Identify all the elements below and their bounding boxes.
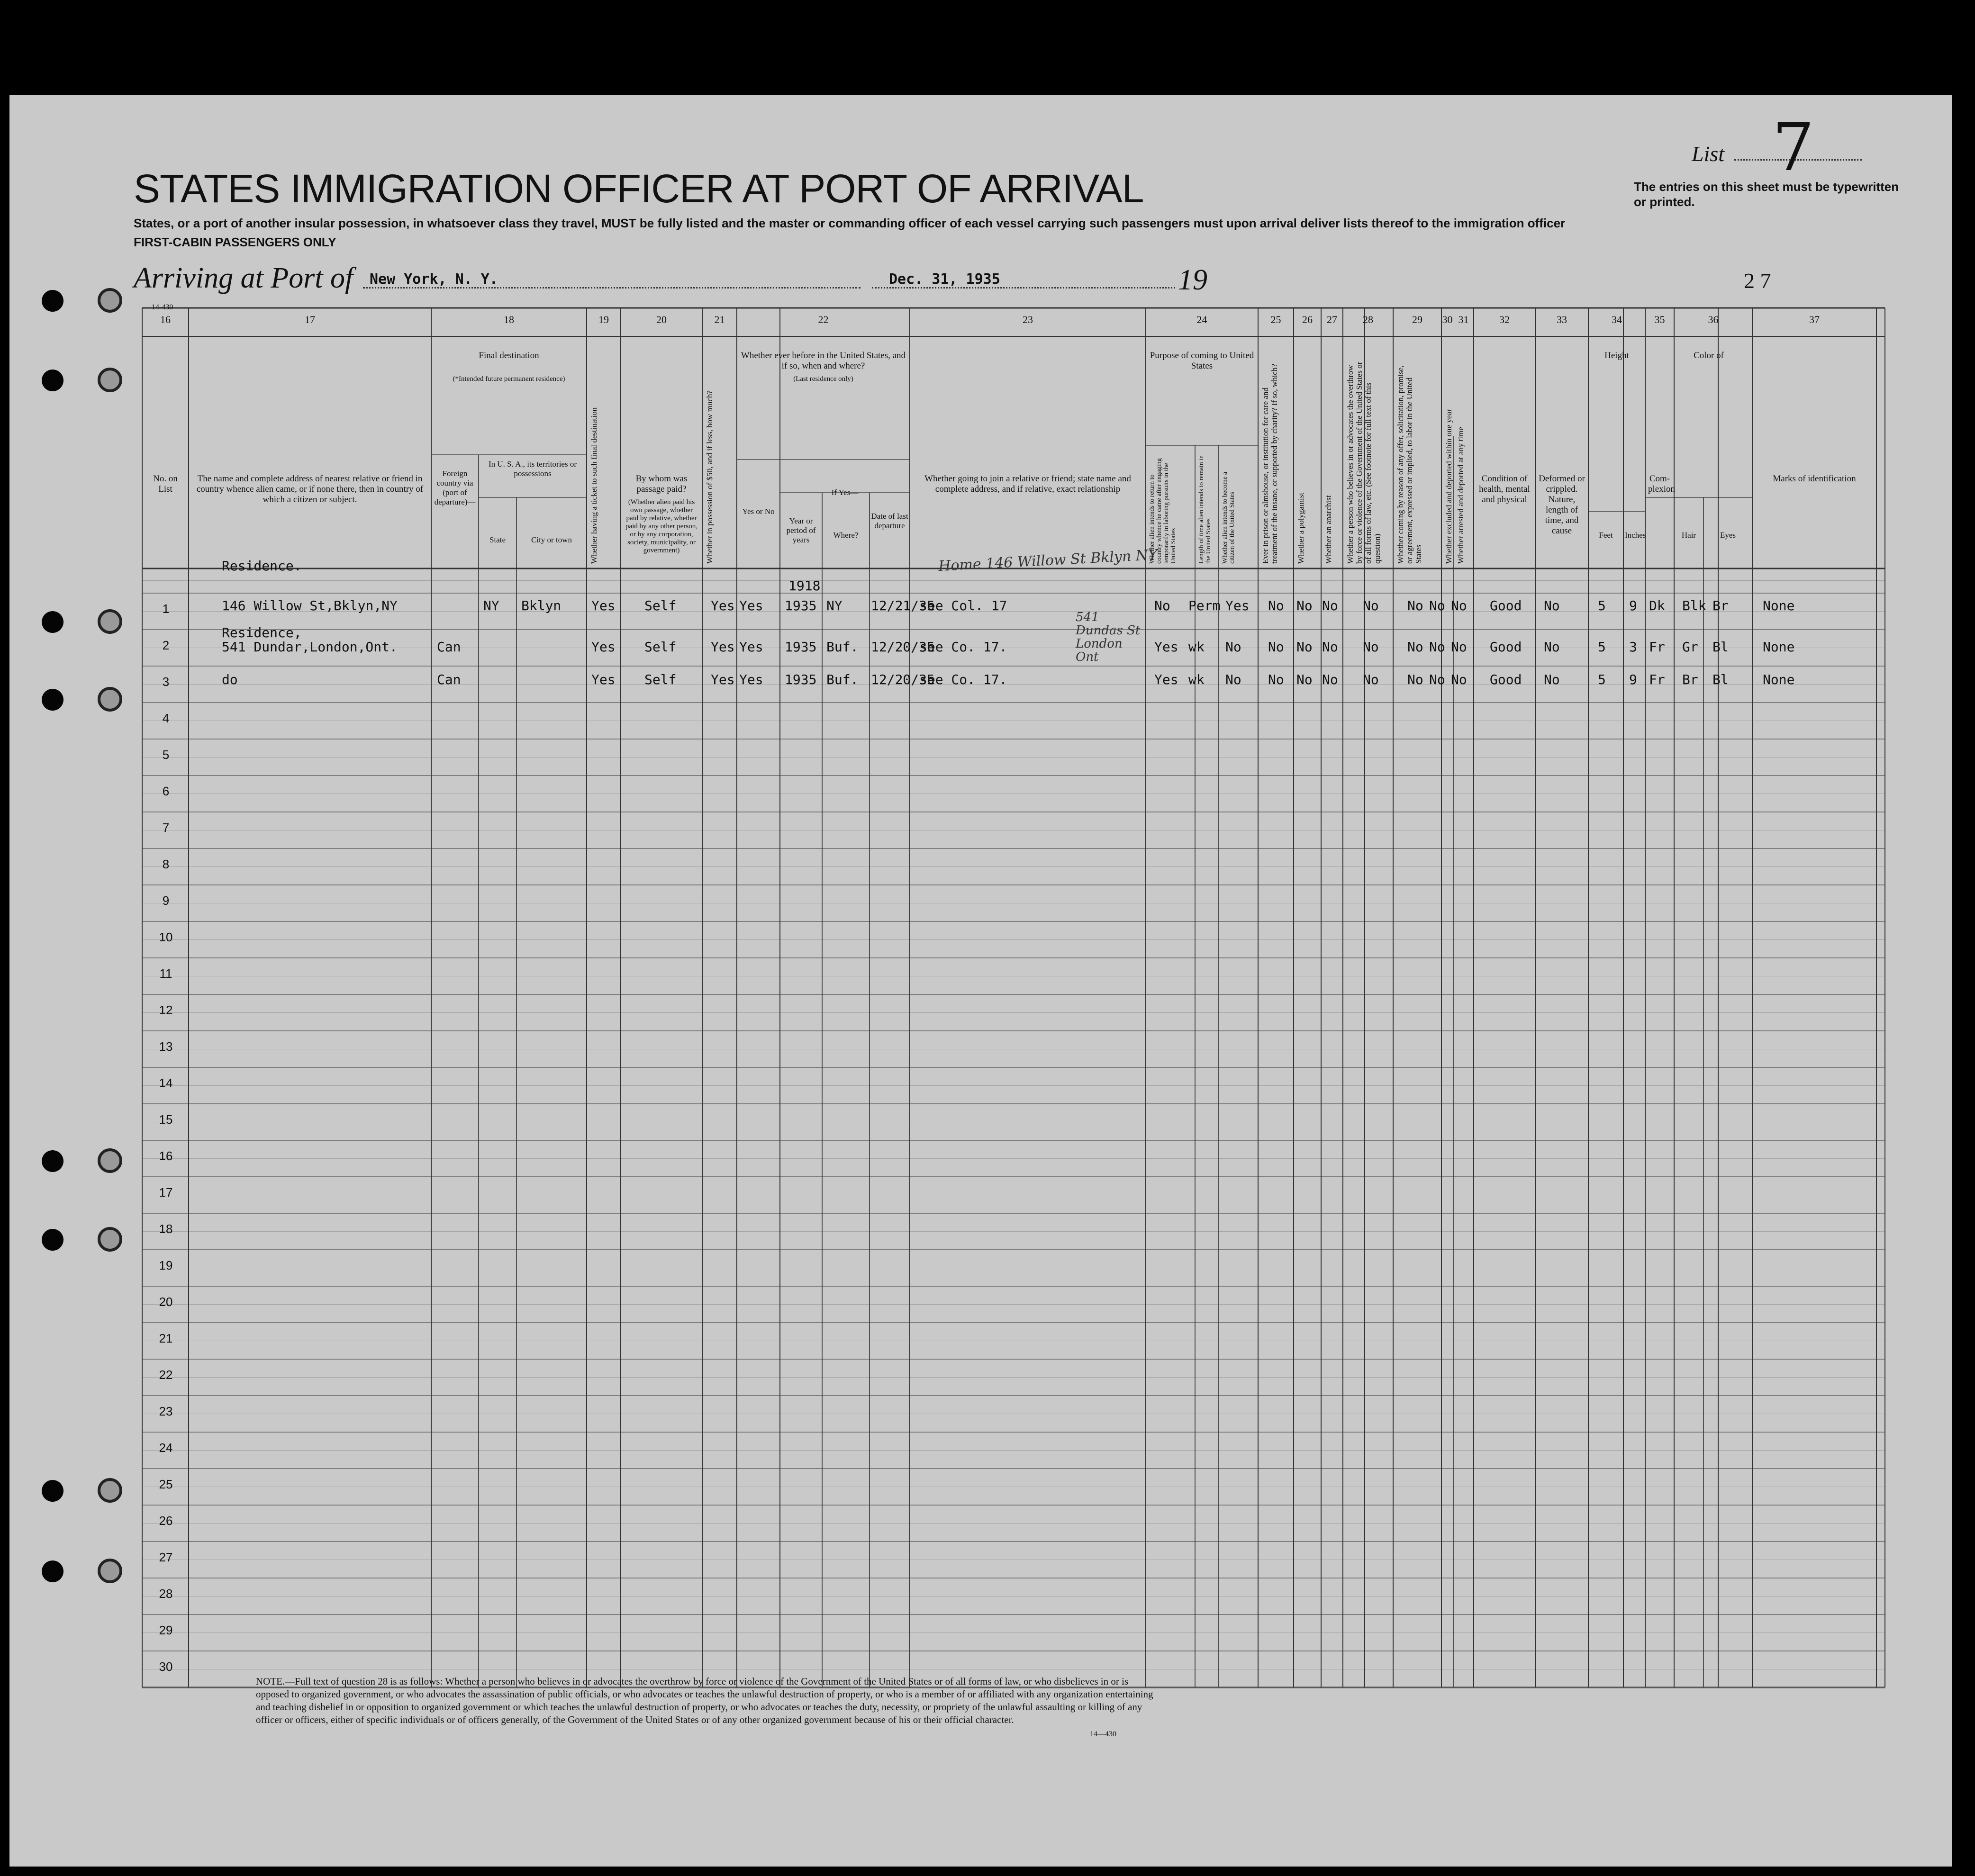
height-inches: 3 [1629, 639, 1637, 655]
hair-color: Gr [1682, 639, 1698, 655]
row-number: 14 [159, 1076, 173, 1090]
column-number: 35 [1654, 314, 1665, 325]
column-number: 23 [1023, 314, 1033, 325]
column-subheader: (Whether alien paid his own passage, whether paid by relative, whether paid by any other person, or by any corporation, society, municipality, or government) [625, 498, 698, 554]
column-subheader: (*Intended future permanent residence) [453, 375, 565, 383]
row-number: 3 [162, 675, 170, 689]
column-subheader: Date of last departure [871, 512, 908, 530]
length-of-stay: Perm [1188, 598, 1221, 613]
row-number: 26 [159, 1514, 173, 1528]
fifty-dollars-answer: Yes [711, 598, 735, 613]
row-number: 4 [162, 711, 170, 725]
list-label: List [1692, 142, 1725, 166]
column-subheader: If Yes— [831, 488, 859, 497]
row-number: 21 [159, 1331, 173, 1345]
year-in-us: 1935 [785, 639, 817, 655]
punch-hole [98, 1559, 122, 1583]
deformed-answer: No [1544, 598, 1560, 613]
citizen-intent: Yes [1225, 598, 1250, 613]
column-subheader: Eyes [1720, 531, 1736, 540]
row-number: 12 [159, 1003, 173, 1017]
ticket-answer: Yes [591, 672, 616, 687]
column-number: 21 [714, 314, 725, 325]
return-intent: Yes [1154, 672, 1178, 687]
handwritten-note: Home 146 Willow St Bklyn NY [938, 546, 1158, 575]
entries-note: The entries on this sheet must be typewritten or printed. [1634, 180, 1899, 209]
fifty-dollars-answer: Yes [711, 672, 735, 687]
date-underline [872, 287, 1175, 289]
deformed-answer: No [1544, 672, 1560, 687]
manifest-sheet [9, 95, 1952, 1867]
column-number: 20 [656, 314, 667, 325]
complexion: Fr [1649, 639, 1665, 655]
punch-hole [42, 611, 63, 633]
form-code-bottom: 14—430 [1090, 1730, 1116, 1738]
column-subheader: Yes or No [742, 507, 775, 516]
anarchist-answer: No [1322, 639, 1338, 655]
column-header: The name and complete address of nearest relative or friend in country whence alien came, or if none there, then in country of which a citizen or subject. [196, 474, 424, 505]
prison-answer: No [1268, 598, 1284, 613]
overthrow-answer: No [1363, 672, 1379, 687]
punch-hole [42, 1229, 63, 1251]
height-inches: 9 [1629, 598, 1637, 613]
punch-hole [42, 689, 63, 711]
prison-answer: No [1268, 639, 1284, 655]
column-number: 36 [1708, 314, 1719, 325]
foreign-country: Can [437, 672, 461, 687]
destination-city: Bklyn [521, 598, 562, 613]
punch-hole [42, 370, 63, 391]
punch-hole [98, 1148, 122, 1173]
ruled-grid [9, 95, 1952, 1867]
column-number: 16 [160, 314, 171, 325]
column-number: 29 [1412, 314, 1422, 325]
health-condition: Good [1490, 598, 1522, 613]
citizen-intent: No [1225, 672, 1241, 687]
column-subheader: City or town [531, 535, 572, 544]
row-number: 25 [159, 1477, 173, 1491]
column-number: 34 [1612, 314, 1622, 325]
column-header: Whether arrested and deported at any time [1456, 427, 1465, 564]
column-subheader: State [489, 535, 506, 544]
column-header: Whether a person who believes in or advocates the overthrow by force or violence of the Government of the United States or of all forms of law, etc. (See footnote for full text of this question) [1346, 361, 1382, 564]
column-header: Whether going to join a relative or friend; state name and complete address, and if relative, exact relationship [924, 474, 1131, 494]
departure-date: 12/20/35 [871, 639, 935, 655]
column-number: 27 [1327, 314, 1337, 325]
row-number: 17 [159, 1185, 173, 1200]
punch-hole [98, 687, 122, 712]
foreign-country: Can [437, 639, 461, 655]
length-of-stay: wk [1188, 639, 1205, 655]
port-value: New York, N. Y. [370, 271, 498, 288]
overthrow-answer: No [1363, 598, 1379, 613]
deported-answer: No [1451, 598, 1467, 613]
prison-answer: No [1268, 672, 1284, 687]
excluded-answer: No [1429, 672, 1445, 687]
column-subheader: Foreign country via (port of departure)— [434, 469, 476, 506]
column-header: Whether having a ticket to such final destination [589, 407, 598, 564]
row-number: 19 [159, 1258, 173, 1272]
column-number: 26 [1302, 314, 1313, 325]
column-subheader: Feet [1599, 531, 1613, 540]
fifty-dollars-answer: Yes [711, 639, 735, 655]
departure-date: 12/20/35 [871, 672, 935, 687]
height-inches: 9 [1629, 672, 1637, 687]
column-subheader: Hair [1681, 531, 1696, 540]
column-number: 25 [1270, 314, 1281, 325]
form-code-top: 14-430 [152, 303, 173, 311]
complexion: Dk [1649, 598, 1665, 613]
hair-color: Blk [1682, 598, 1706, 613]
row-number: 2 [162, 638, 170, 652]
footnote: NOTE.—Full text of question 28 is as follows: Whether a person who believes in or advocates the overthrow by force or violence of the Government of the United States or of all forms of law, or who disbelieves in or is opposed to organized government, or who advocates the assassination of public officials, or who advocates or teaches the unlawful destruction of property, or who is a member of or affiliated with any organization entertaining and teaching disbelief in or opposition to organized government or which teaches the unlawful destruction of property, or who advocates or teaches the duty, necessity, or propriety of the unlawful assaulting or killing of any officer or officers, either of specific individuals or of officers generally, of the Government of the United States or of any other organized government because of his or their official character. [256, 1676, 1153, 1725]
labor-offer-answer: No [1407, 639, 1423, 655]
year-in-us: 1935 [785, 672, 817, 687]
excluded-answer: No [1429, 598, 1445, 613]
health-condition: Good [1490, 672, 1522, 687]
hair-color: Br [1682, 672, 1698, 687]
column-subheader: Whether alien intends to become a citizen of the United States [1222, 472, 1236, 564]
where-in-us: NY [826, 598, 843, 613]
going-to-join: see Co. 17. [919, 639, 1007, 655]
labor-offer-answer: No [1407, 672, 1423, 687]
page-title: STATES IMMIGRATION OFFICER AT PORT OF ARRIVAL [134, 166, 1144, 211]
row-number: 6 [162, 784, 170, 798]
anarchist-answer: No [1322, 672, 1338, 687]
punch-hole [42, 290, 63, 312]
ticket-answer: Yes [591, 639, 616, 655]
handwritten-note: 541 Dundas St London Ont [1076, 610, 1141, 664]
marks-of-identification: None [1763, 639, 1795, 655]
overthrow-answer: No [1363, 639, 1379, 655]
return-intent: Yes [1154, 639, 1178, 655]
marks-of-identification: None [1763, 672, 1795, 687]
row-number: 30 [159, 1660, 173, 1674]
column-header: Ever in prison or almshouse, or institution for care and treatment of the insane, or supported by charity? If so, which? [1261, 363, 1279, 564]
eye-color: Bl [1712, 639, 1729, 655]
complexion: Fr [1649, 672, 1665, 687]
column-number: 19 [598, 314, 609, 325]
relative-label: Residence, [222, 625, 302, 640]
row-number: 28 [159, 1587, 173, 1601]
column-subheader: (Last residence only) [793, 375, 853, 383]
polygamist-answer: No [1296, 598, 1313, 613]
column-header: Whether excluded and deported within one year [1444, 409, 1453, 564]
deported-answer: No [1451, 672, 1467, 687]
row-number: 23 [159, 1404, 173, 1418]
column-subheader: Where? [833, 531, 859, 540]
column-header: Final destination [479, 351, 539, 361]
relative-address: 541 Dundar,London,Ont. [222, 639, 398, 655]
column-subheader: Whether alien intends to return to country whence he came after engaging temporarily in laboring pursuits in the United States [1149, 458, 1177, 564]
marks-of-identification: None [1763, 598, 1795, 613]
row-number: 16 [159, 1149, 173, 1163]
column-number: 28 [1363, 314, 1373, 325]
row-number: 11 [159, 966, 172, 981]
punch-hole [98, 288, 122, 313]
labor-offer-answer: No [1407, 598, 1423, 613]
row-number: 18 [159, 1222, 173, 1236]
row-number: 7 [162, 821, 170, 835]
column-number: 33 [1557, 314, 1567, 325]
length-of-stay: wk [1188, 672, 1205, 687]
year-in-us-first: 1918 [788, 578, 821, 594]
column-number: 24 [1196, 314, 1207, 325]
column-subheader: In U. S. A., its territories or possessions [488, 460, 577, 478]
column-header: Whether a polygamist [1296, 492, 1305, 564]
height-feet: 5 [1598, 639, 1606, 655]
column-header: Condition of health, mental and physical [1479, 474, 1530, 505]
column-number: 30 [1442, 314, 1453, 325]
arriving-label: Arriving at Port of [134, 262, 353, 294]
year-prefix: 19 [1178, 264, 1207, 296]
column-number: 31 [1458, 314, 1469, 325]
page-number: 2 7 [1744, 269, 1771, 293]
anarchist-answer: No [1322, 598, 1338, 613]
before-in-us: Yes [739, 672, 763, 687]
relative-label: Residence. [222, 558, 302, 574]
departure-date: 12/21/35 [871, 598, 935, 613]
height-feet: 5 [1598, 672, 1606, 687]
row-number: 1 [162, 602, 170, 616]
passage-paid-by: Self [644, 598, 677, 613]
row-number: 5 [162, 748, 170, 762]
going-to-join: see Co. 17. [919, 672, 1007, 687]
deformed-answer: No [1544, 639, 1560, 655]
column-subheader: Inches [1625, 531, 1646, 540]
punch-hole [98, 1227, 122, 1252]
column-header: Height [1604, 351, 1629, 361]
column-header: Whether an anarchist [1324, 495, 1333, 564]
passage-paid-by: Self [644, 639, 677, 655]
row-number: 8 [162, 857, 170, 871]
relative-address: 146 Willow St,Bklyn,NY [222, 598, 398, 613]
year-in-us: 1935 [785, 598, 817, 613]
port-underline [363, 287, 861, 289]
column-header: Color of— [1694, 351, 1733, 361]
column-header: Whether ever before in the United States, and if so, when and where? [741, 351, 906, 371]
column-number: 32 [1499, 314, 1510, 325]
row-number: 15 [159, 1112, 173, 1127]
row-number: 13 [159, 1039, 173, 1054]
column-header: No. on List [153, 474, 178, 494]
column-number: 18 [504, 314, 514, 325]
passage-paid-by: Self [644, 672, 677, 687]
punch-hole [98, 1478, 122, 1503]
before-in-us: Yes [739, 639, 763, 655]
punch-hole [42, 1150, 63, 1172]
intro-text: States, or a port of another insular possession, in whatsoever class they travel, MUST be fully listed and the master or commanding officer of each vessel carrying such passengers must upon arrival deliver lists thereof to the immigration officer [134, 216, 1566, 230]
row-number: 29 [159, 1623, 173, 1637]
return-intent: No [1154, 598, 1170, 613]
eye-color: Bl [1712, 672, 1729, 687]
column-subheader: Year or period of years [786, 516, 816, 544]
punch-hole [42, 1480, 63, 1502]
where-in-us: Buf. [826, 672, 859, 687]
column-header: Whether in possession of $50, and if less, how much? [705, 390, 714, 564]
going-to-join: see Col. 17 [919, 598, 1007, 613]
column-header: Deformed or crippled. Nature, length of time, and cause [1539, 474, 1585, 536]
where-in-us: Buf. [826, 639, 859, 655]
ticket-answer: Yes [591, 598, 616, 613]
date-value: Dec. 31, 1935 [889, 271, 1000, 288]
health-condition: Good [1490, 639, 1522, 655]
column-number: 37 [1809, 314, 1820, 325]
punch-hole [98, 368, 122, 392]
polygamist-answer: No [1296, 672, 1313, 687]
row-number: 10 [159, 930, 173, 944]
list-number: 7 [1772, 109, 1815, 186]
column-header: Purpose of coming to United States [1150, 351, 1254, 371]
before-in-us: Yes [739, 598, 763, 613]
column-number: 17 [305, 314, 315, 325]
punch-hole [98, 609, 122, 634]
deported-answer: No [1451, 639, 1467, 655]
row-number: 22 [159, 1368, 173, 1382]
eye-color: Br [1712, 598, 1729, 613]
punch-hole [42, 1560, 63, 1582]
column-header: Marks of identification [1773, 474, 1856, 484]
column-header: By whom was passage paid? [635, 474, 688, 494]
row-number: 9 [162, 893, 170, 908]
column-header: Com-plexion [1648, 474, 1675, 494]
column-number: 22 [818, 314, 829, 325]
citizen-intent: No [1225, 639, 1241, 655]
polygamist-answer: No [1296, 639, 1313, 655]
destination-state: NY [483, 598, 499, 613]
row-number: 27 [159, 1550, 173, 1564]
height-feet: 5 [1598, 598, 1606, 613]
row-number: 24 [159, 1441, 173, 1455]
row-number: 20 [159, 1295, 173, 1309]
relative-address: do [222, 672, 238, 687]
excluded-answer: No [1429, 639, 1445, 655]
column-header: Whether coming by reason of any offer, solicitation, promise, or agreement, expressed or implied, to labor in the United States [1396, 365, 1423, 564]
intro-subtext: FIRST-CABIN PASSENGERS ONLY [134, 235, 336, 249]
column-subheader: Length of time alien intends to remain in the United States [1198, 455, 1212, 564]
